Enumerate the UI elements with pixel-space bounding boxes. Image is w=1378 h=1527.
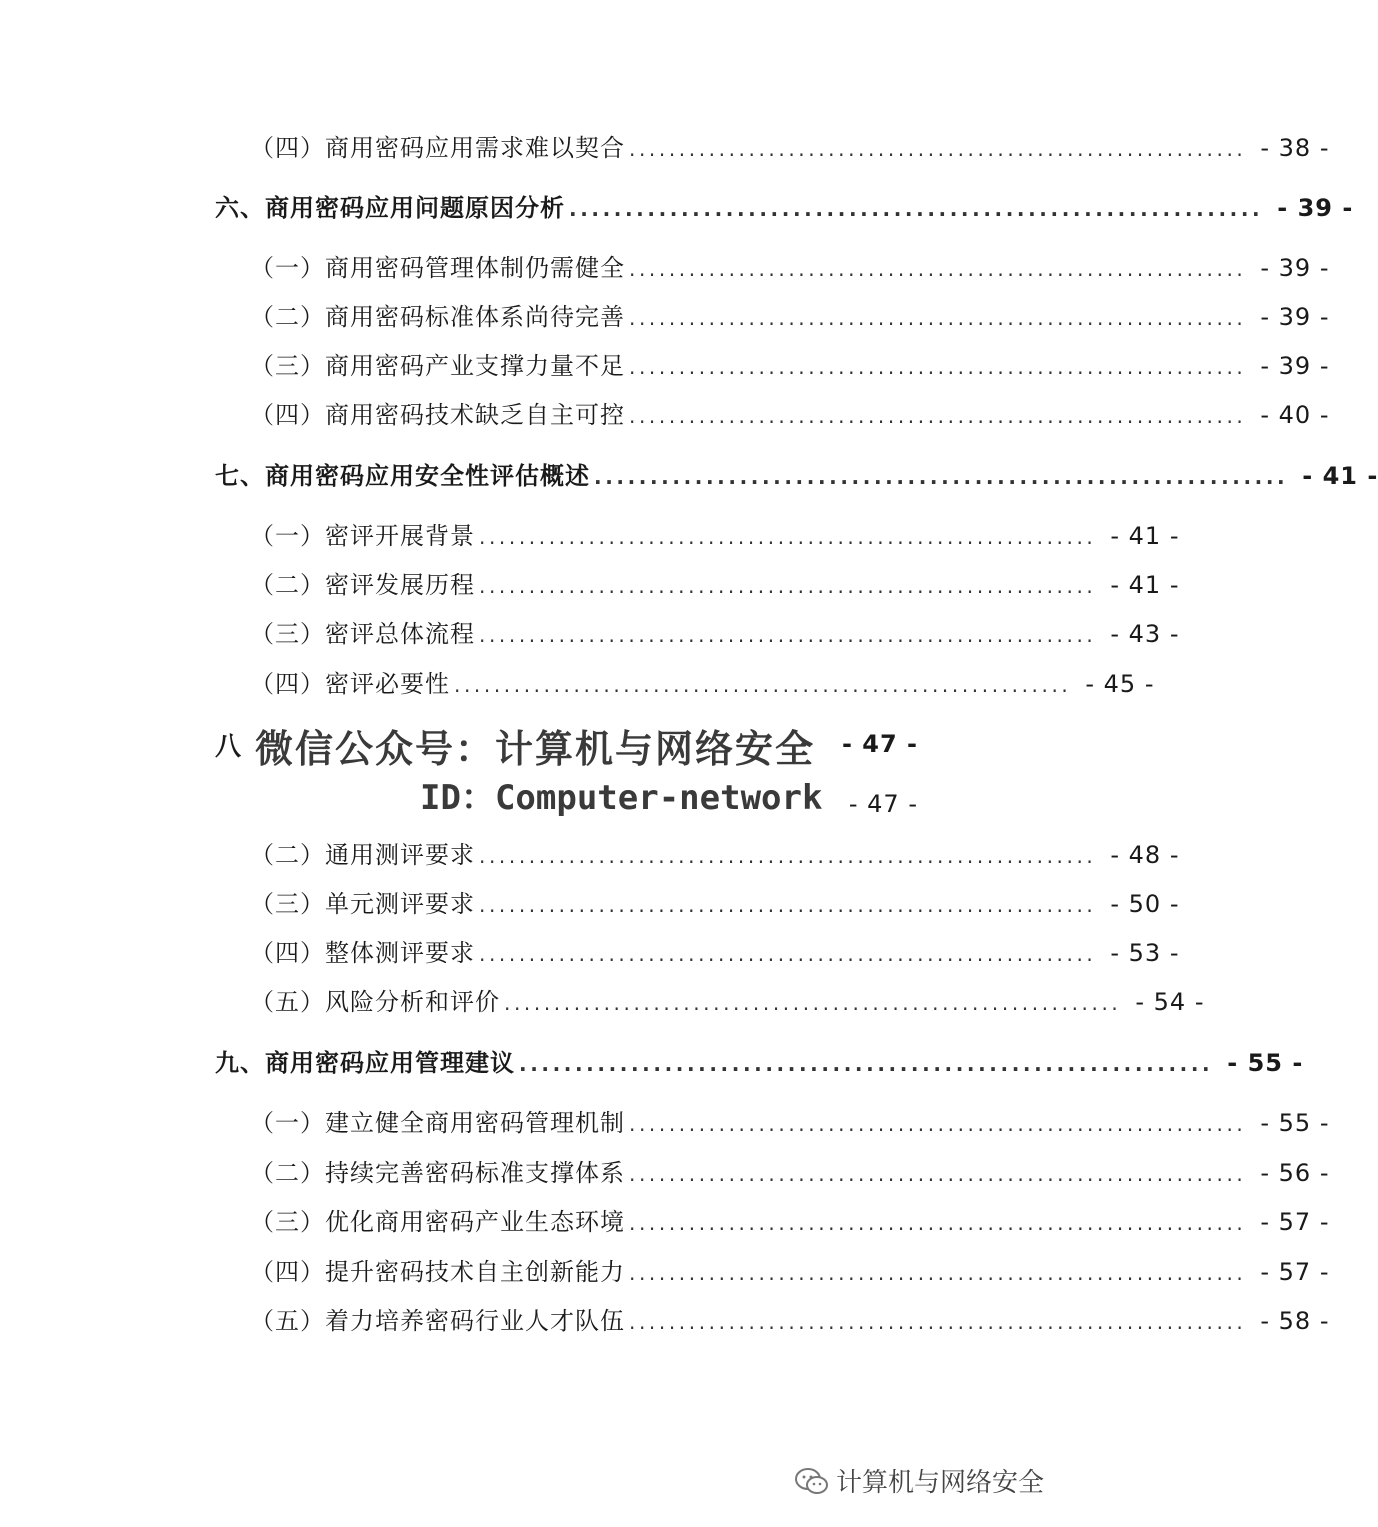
toc-entry-page: - 40 -: [1260, 401, 1330, 429]
toc-entry-page: - 55 -: [1260, 1109, 1330, 1137]
toc-leader-dots: ..............................................................: [479, 525, 1097, 549]
toc-leader-dots: ..............................................................: [629, 355, 1247, 379]
toc-entry-page: - 48 -: [1110, 841, 1180, 869]
toc-leader-dots: ..............................................................: [629, 137, 1247, 161]
toc-entry-page: - 45 -: [1085, 670, 1155, 698]
toc-entry[interactable]: [250, 618, 1180, 650]
toc-entry-title: （四）商用密码应用需求难以契合: [250, 134, 625, 162]
toc-entry[interactable]: [250, 1305, 1330, 1337]
toc-chapter-title: 七、商用密码应用安全性评估概述: [215, 462, 590, 490]
toc-entry-title: （三）优化商用密码产业生态环境: [250, 1208, 625, 1236]
toc-leader-dots: ..............................................................: [629, 404, 1247, 428]
toc-entry[interactable]: [250, 399, 1330, 431]
toc-entry-page: - 39 -: [1260, 352, 1330, 380]
toc-entry[interactable]: [250, 986, 1205, 1018]
toc-entry-title: （三）单元测评要求: [250, 890, 475, 918]
toc-entry-title: （二）持续完善密码标准支撑体系: [250, 1159, 625, 1187]
toc-entry[interactable]: [250, 1157, 1330, 1189]
toc-chapter[interactable]: [215, 192, 1354, 224]
watermark-account-id: ID：Computer-network: [420, 778, 823, 818]
toc-entry-page: - 39 -: [1260, 254, 1330, 282]
toc-leader-dots: ..............................................................: [479, 574, 1097, 598]
toc-entry-title: （四）商用密码技术缺乏自主可控: [250, 401, 625, 429]
toc-leader-dots: ..............................................................: [569, 197, 1264, 221]
toc-entry[interactable]: [250, 520, 1180, 552]
watermark-id-row: [215, 770, 918, 818]
toc-entry[interactable]: [250, 1107, 1330, 1139]
toc-entry-title: （五）风险分析和评价: [250, 988, 500, 1016]
toc-entry-title: （二）密评发展历程: [250, 571, 475, 599]
toc-chapter-title: 九、商用密码应用管理建议: [215, 1049, 515, 1077]
watermark-account-name: 微信公众号：计算机与网络安全: [255, 727, 816, 771]
toc-entry-page: - 50 -: [1110, 890, 1180, 918]
toc-leader-dots: ..............................................................: [479, 942, 1097, 966]
toc-entry[interactable]: [250, 569, 1180, 601]
footer-brand: [794, 1462, 1044, 1499]
footer-brand-name: 计算机与网络安全: [835, 1468, 1044, 1498]
toc-entry-page: - 38 -: [1260, 134, 1330, 162]
toc-entry[interactable]: [250, 1206, 1330, 1238]
toc-leader-dots: ..............................................................: [629, 1211, 1247, 1235]
toc-leader-dots: ..............................................................: [594, 465, 1289, 489]
toc-leader-dots: ..............................................................: [629, 1261, 1247, 1285]
wechat-icon: [794, 1466, 830, 1496]
toc-entry-title: （五）着力培养密码行业人才队伍: [250, 1307, 625, 1335]
toc-entry-page: - 47 -: [848, 790, 918, 818]
toc-entry-title: （一）密评开展背景: [250, 522, 475, 550]
toc-entry-title: （二）通用测评要求: [250, 841, 475, 869]
toc-entry-title: （四）密评必要性: [250, 670, 450, 698]
toc-entry-title: （三）密评总体流程: [250, 620, 475, 648]
toc-leader-dots: ..............................................................: [629, 306, 1247, 330]
toc-entry-title: （一）商用密码管理体制仍需健全: [250, 254, 625, 282]
toc-entry-page: - 41 -: [1110, 522, 1180, 550]
toc-leader-dots: ..............................................................: [479, 893, 1097, 917]
toc-entry[interactable]: [250, 937, 1180, 969]
toc-chapter-title: 六、商用密码应用问题原因分析: [215, 194, 565, 222]
toc-entry-title: （三）商用密码产业支撑力量不足: [250, 352, 625, 380]
toc-leader-dots: ..............................................................: [504, 991, 1122, 1015]
toc-chapter-page: - 39 -: [1277, 194, 1354, 222]
toc-entry[interactable]: [250, 888, 1180, 920]
toc-entry-page: - 43 -: [1110, 620, 1180, 648]
toc-chapter[interactable]: [215, 460, 1378, 492]
toc-chapter-page: - 41 -: [1302, 462, 1378, 490]
toc-entry[interactable]: [250, 132, 1330, 164]
toc-entry-page: - 56 -: [1260, 1159, 1330, 1187]
toc-entry-page: - 39 -: [1260, 303, 1330, 331]
watermark-chapter-row: [215, 718, 918, 771]
toc-chapter-prefix: 八: [215, 732, 242, 762]
toc-chapter[interactable]: [215, 1047, 1304, 1079]
toc-entry-title: （二）商用密码标准体系尚待完善: [250, 303, 625, 331]
toc-entry-title: （四）整体测评要求: [250, 939, 475, 967]
toc-leader-dots: ..............................................................: [629, 1112, 1247, 1136]
toc-entry[interactable]: [250, 252, 1330, 284]
toc-entry-page: - 53 -: [1110, 939, 1180, 967]
toc-entry-page: - 58 -: [1260, 1307, 1330, 1335]
toc-entry[interactable]: [250, 1256, 1330, 1288]
toc-leader-dots: ..............................................................: [519, 1052, 1214, 1076]
toc-leader-dots: ..............................................................: [629, 257, 1247, 281]
toc-entry-page: - 41 -: [1110, 571, 1180, 599]
toc-leader-dots: ..............................................................: [479, 623, 1097, 647]
toc-entry[interactable]: [250, 839, 1180, 871]
toc-entry[interactable]: [250, 668, 1155, 700]
toc-entry[interactable]: [250, 350, 1330, 382]
toc-leader-dots: ..............................................................: [629, 1162, 1247, 1186]
toc-leader-dots: ..............................................................: [454, 673, 1072, 697]
toc-leader-dots: ..............................................................: [479, 844, 1097, 868]
toc-entry-page: - 57 -: [1260, 1208, 1330, 1236]
toc-entry-page: - 57 -: [1260, 1258, 1330, 1286]
toc-entry-title: （一）建立健全商用密码管理机制: [250, 1109, 625, 1137]
toc-chapter-page: - 47 -: [841, 730, 918, 758]
toc-chapter-page: - 55 -: [1227, 1049, 1304, 1077]
toc-entry-page: - 54 -: [1135, 988, 1205, 1016]
toc-entry-title: （四）提升密码技术自主创新能力: [250, 1258, 625, 1286]
toc-leader-dots: ..............................................................: [629, 1310, 1247, 1334]
toc-entry[interactable]: [250, 301, 1330, 333]
